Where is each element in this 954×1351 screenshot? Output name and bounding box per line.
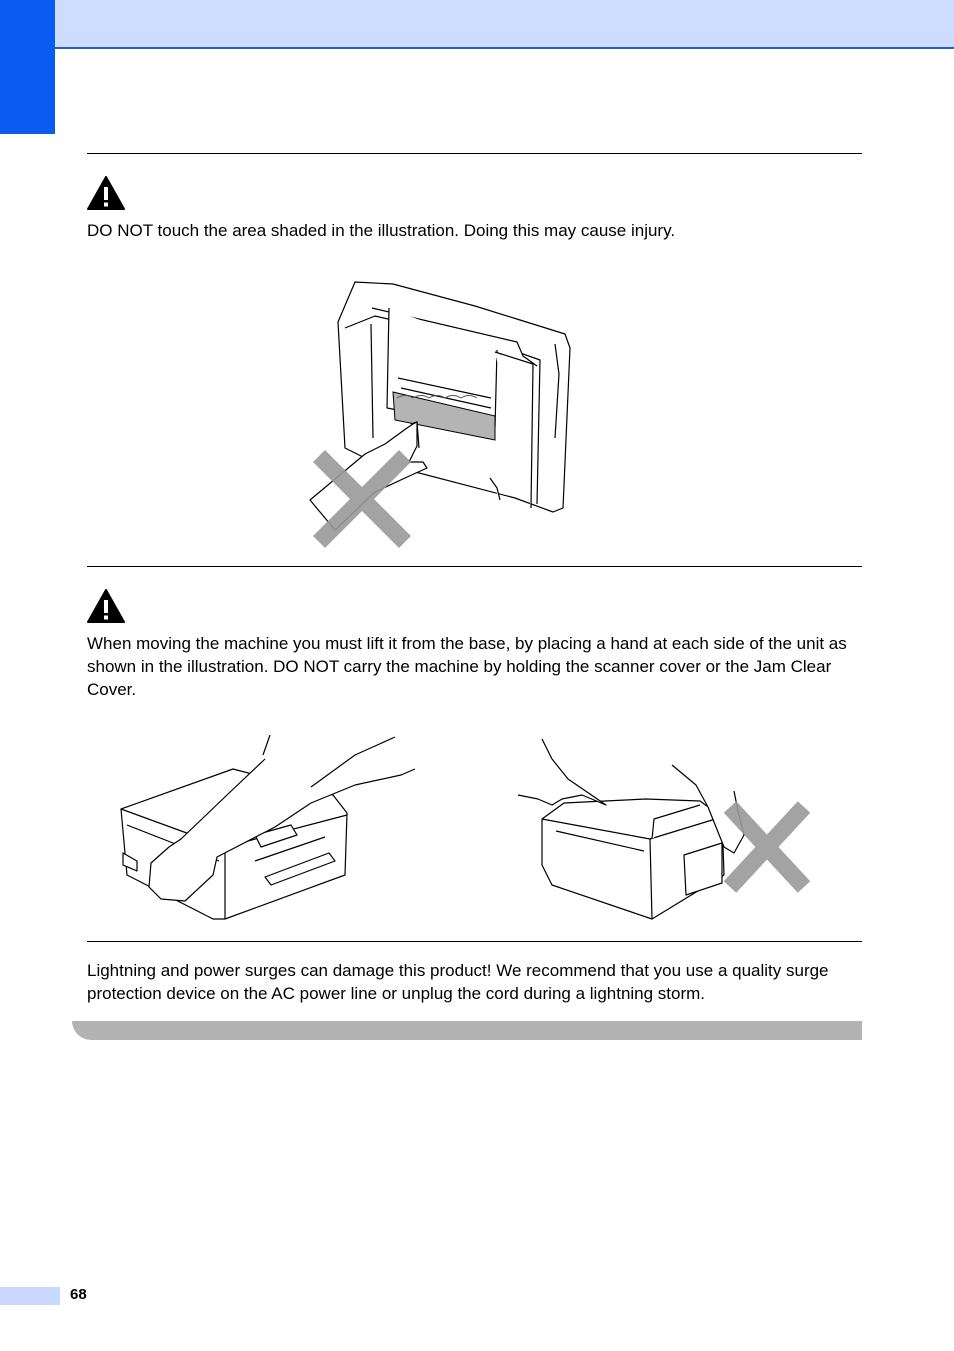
warning-triangle-icon: [87, 589, 125, 623]
illustration-jam-area-hand: [305, 278, 580, 550]
header-band: [0, 0, 954, 49]
section-rule: [87, 566, 862, 567]
section-rule: [87, 941, 862, 942]
page-tab: [0, 1287, 60, 1305]
warning-triangle-icon: [87, 176, 125, 210]
page-number: 68: [70, 1286, 87, 1303]
illustration-incorrect-lift: [512, 735, 817, 925]
section-end-bar: [72, 1021, 862, 1040]
illustration-correct-lift: [115, 735, 420, 925]
section-rule: [87, 153, 862, 154]
chapter-tab: [0, 0, 55, 134]
warning-text-touch: DO NOT touch the area shaded in the illustration. Doing this may cause injury.: [87, 221, 676, 240]
warning-text-moving: When moving the machine you must lift it from the base, by placing a hand at each side of the unit as shown in the illustration. DO NOT carry the machine by holding the scanner cover or the Jam Clear Cover.: [87, 634, 847, 699]
note-text-lightning: Lightning and power surges can damage this product! We recommend that you use a quality surge protection device on the AC power line or unplug the cord during a lightning storm.: [87, 961, 829, 1003]
